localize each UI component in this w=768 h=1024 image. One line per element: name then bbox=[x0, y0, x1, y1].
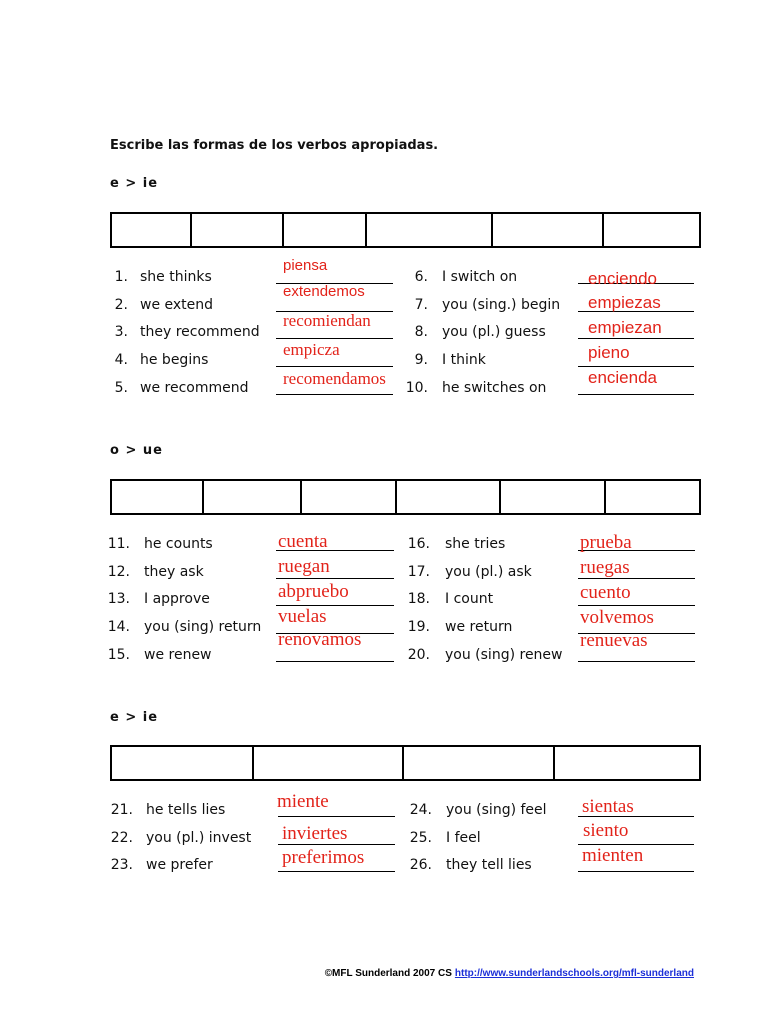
handwritten-answer: abpruebo bbox=[278, 581, 349, 602]
verb-box bbox=[367, 214, 493, 246]
answer-blank bbox=[578, 845, 694, 872]
handwritten-answer: miente bbox=[277, 791, 329, 812]
exercise-item bbox=[100, 556, 400, 583]
footer-link[interactable]: http://www.sunderlandschools.org/mfl-sunderland bbox=[454, 968, 694, 979]
item-prompt: we prefer bbox=[146, 857, 213, 873]
handwritten-answer: pieno bbox=[588, 343, 630, 362]
item-prompt: you (sing) renew bbox=[445, 647, 563, 663]
exercise-item bbox=[100, 823, 400, 849]
item-prompt: I count bbox=[445, 591, 494, 607]
item-prompt: you (pl.) invest bbox=[146, 830, 252, 846]
answer-blank bbox=[276, 556, 394, 579]
handwritten-answer: sientas bbox=[582, 796, 634, 817]
answer-blank bbox=[276, 283, 393, 312]
verb-box bbox=[404, 747, 555, 779]
exercise-item bbox=[400, 607, 700, 638]
item-number: 22. bbox=[110, 830, 133, 846]
item-number: 2. bbox=[114, 297, 128, 313]
verb-box bbox=[501, 481, 606, 513]
answer-blank bbox=[276, 311, 393, 339]
handwritten-answer: vuelas bbox=[278, 606, 327, 627]
verb-box bbox=[606, 481, 699, 513]
handwritten-answer: encienda bbox=[588, 368, 658, 387]
item-prompt: I switch on bbox=[442, 269, 518, 285]
handwritten-answer: recomiendan bbox=[283, 311, 371, 330]
item-prompt: he switches on bbox=[442, 380, 547, 396]
item-number: 6. bbox=[414, 269, 428, 285]
exercise-item bbox=[100, 791, 400, 821]
verb-box bbox=[397, 481, 501, 513]
item-number: 16. bbox=[407, 536, 430, 552]
handwritten-answer: mienten bbox=[582, 845, 644, 866]
verb-box-row bbox=[110, 212, 701, 248]
answer-blank bbox=[578, 318, 694, 339]
item-prompt: you (pl.) guess bbox=[442, 324, 546, 340]
handwritten-answer: cuenta bbox=[278, 531, 328, 552]
handwritten-answer: inviertes bbox=[282, 823, 348, 844]
verb-box bbox=[204, 481, 302, 513]
handwritten-answer: extendemos bbox=[283, 283, 365, 300]
item-number: 14. bbox=[107, 619, 130, 635]
item-number: 15. bbox=[107, 647, 130, 663]
answer-blank bbox=[578, 533, 695, 551]
footer bbox=[325, 967, 694, 981]
item-number: 21. bbox=[110, 802, 133, 818]
exercise-item bbox=[400, 820, 700, 849]
answer-blank bbox=[578, 557, 695, 579]
item-number: 5. bbox=[114, 380, 128, 396]
section-heading: e > ie bbox=[110, 710, 159, 725]
answer-blank bbox=[276, 340, 393, 367]
handwritten-answer: cuento bbox=[580, 582, 631, 603]
footer-copyright: ©MFL Sunderland 2007 CS bbox=[324, 968, 452, 979]
item-number: 10. bbox=[405, 380, 428, 396]
handwritten-answer: empiezas bbox=[588, 293, 661, 312]
handwritten-answer: enciendo bbox=[588, 269, 658, 288]
item-number: 9. bbox=[414, 352, 428, 368]
handwritten-answer: ruegas bbox=[580, 557, 630, 578]
answer-blank bbox=[578, 294, 694, 312]
item-number: 1. bbox=[114, 269, 128, 285]
item-number: 3. bbox=[114, 324, 128, 340]
verb-box bbox=[254, 747, 404, 779]
item-number: 19. bbox=[407, 619, 430, 635]
item-number: 11. bbox=[107, 536, 130, 552]
item-number: 26. bbox=[409, 857, 432, 873]
handwritten-answer: renovamos bbox=[278, 629, 362, 650]
item-prompt: we renew bbox=[144, 647, 212, 663]
exercise-item bbox=[400, 533, 700, 555]
item-number: 13. bbox=[107, 591, 130, 607]
handwritten-answer: empicza bbox=[283, 340, 340, 359]
verb-box-row bbox=[110, 745, 701, 781]
answer-blank bbox=[578, 630, 695, 662]
answer-blank bbox=[578, 582, 695, 606]
answer-blank bbox=[578, 820, 694, 845]
verb-box bbox=[112, 481, 204, 513]
item-prompt: you (sing.) begin bbox=[442, 297, 561, 313]
item-prompt: I feel bbox=[446, 830, 481, 846]
handwritten-answer: preferimos bbox=[282, 847, 365, 868]
answer-blank bbox=[277, 791, 395, 817]
item-number: 7. bbox=[414, 297, 428, 313]
handwritten-answer: siento bbox=[583, 820, 629, 841]
item-prompt: they tell lies bbox=[446, 857, 532, 873]
item-prompt: she tries bbox=[445, 536, 506, 552]
item-prompt: I approve bbox=[144, 591, 210, 607]
exercise-item bbox=[100, 581, 400, 610]
answer-blank bbox=[578, 368, 694, 395]
handwritten-answer: volvemos bbox=[580, 607, 654, 628]
item-prompt: we return bbox=[445, 619, 513, 635]
verb-box bbox=[555, 747, 699, 779]
exercise-item bbox=[400, 557, 700, 583]
item-prompt: they ask bbox=[144, 564, 204, 580]
item-number: 20. bbox=[407, 647, 430, 663]
handwritten-answer: empiezan bbox=[588, 318, 662, 337]
exercise-item bbox=[400, 582, 700, 610]
item-prompt: she thinks bbox=[140, 269, 212, 285]
exercise-item bbox=[100, 629, 400, 666]
handwritten-answer: ruegan bbox=[278, 556, 330, 577]
item-prompt: they recommend bbox=[140, 324, 260, 340]
exercise-item bbox=[400, 796, 700, 821]
exercise-item bbox=[100, 311, 400, 343]
verb-box bbox=[302, 481, 397, 513]
exercise-item bbox=[100, 533, 400, 555]
answer-blank bbox=[278, 847, 395, 872]
verb-box bbox=[192, 214, 284, 246]
section-heading: o > ue bbox=[110, 443, 163, 458]
item-number: 23. bbox=[110, 857, 133, 873]
verb-box bbox=[112, 747, 254, 779]
handwritten-answer: prueba bbox=[580, 532, 632, 553]
answer-blank bbox=[578, 266, 694, 288]
verb-box bbox=[604, 214, 699, 246]
answer-blank bbox=[276, 581, 394, 606]
answer-blank bbox=[276, 629, 394, 662]
verb-box-row bbox=[110, 479, 701, 515]
section-heading: e > ie bbox=[110, 176, 159, 191]
handwritten-answer: renuevas bbox=[580, 630, 648, 651]
exercise-item bbox=[400, 368, 700, 399]
item-number: 18. bbox=[407, 591, 430, 607]
item-number: 17. bbox=[407, 564, 430, 580]
item-prompt: you (sing) return bbox=[144, 619, 262, 635]
handwritten-answer: piensa bbox=[283, 257, 328, 274]
exercise-item bbox=[100, 847, 400, 876]
answer-blank bbox=[276, 533, 394, 551]
exercise-item bbox=[400, 318, 700, 343]
answer-blank bbox=[578, 343, 694, 367]
item-prompt: he tells lies bbox=[146, 802, 226, 818]
verb-box bbox=[284, 214, 367, 246]
exercise-item bbox=[400, 294, 700, 316]
item-prompt: you (pl.) ask bbox=[445, 564, 532, 580]
item-number: 8. bbox=[414, 324, 428, 340]
handwritten-answer: recomendamos bbox=[283, 369, 386, 388]
item-prompt: he counts bbox=[144, 536, 213, 552]
verb-box bbox=[493, 214, 604, 246]
exercise-item bbox=[400, 845, 700, 876]
exercise-item bbox=[400, 266, 700, 288]
item-number: 24. bbox=[409, 802, 432, 818]
item-prompt: we recommend bbox=[140, 380, 249, 396]
item-prompt: he begins bbox=[140, 352, 209, 368]
answer-blank bbox=[578, 796, 694, 817]
answer-blank bbox=[276, 369, 393, 395]
exercise-item bbox=[100, 369, 400, 399]
item-number: 4. bbox=[114, 352, 128, 368]
exercise-item bbox=[400, 630, 700, 666]
answer-blank bbox=[278, 823, 395, 845]
exercise-item bbox=[100, 340, 400, 371]
item-number: 25. bbox=[409, 830, 432, 846]
instruction-text: Escribe las formas de los verbos apropiadas. bbox=[110, 138, 439, 153]
item-prompt: you (sing) feel bbox=[446, 802, 547, 818]
item-number: 12. bbox=[107, 564, 130, 580]
item-prompt: I think bbox=[442, 352, 486, 368]
verb-box bbox=[112, 214, 192, 246]
item-prompt: we extend bbox=[140, 297, 214, 313]
